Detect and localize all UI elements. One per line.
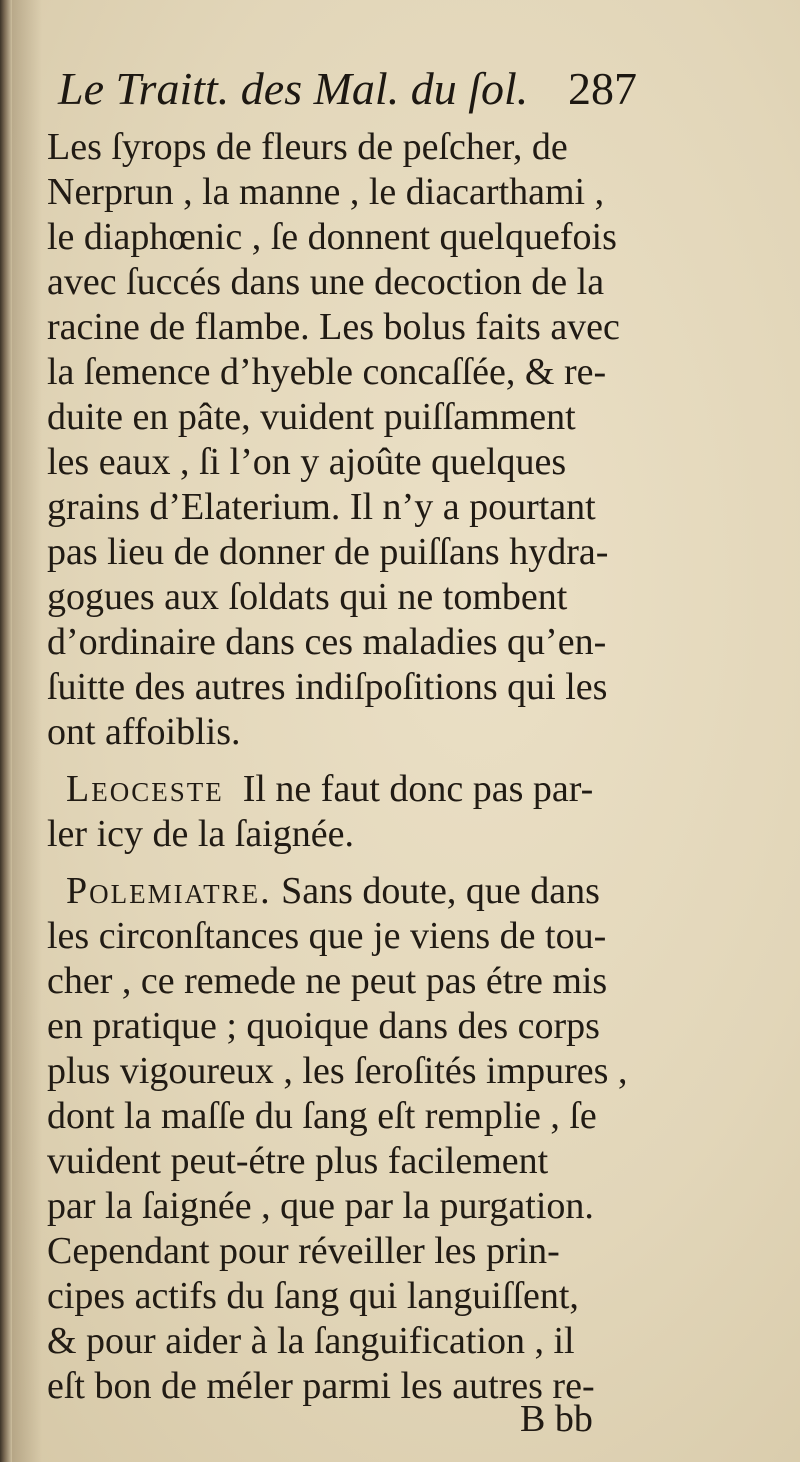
text-line: pas lieu de donner de puiſſans hydra- bbox=[47, 531, 609, 573]
book-gutter bbox=[0, 0, 12, 1462]
text-line: d’ordinaire dans ces maladies qu’en- bbox=[47, 621, 607, 663]
body-text bbox=[47, 125, 667, 1409]
text-line: gogues aux ſoldats qui ne tombent bbox=[47, 576, 568, 618]
text-line: dont la maſſe du ſang eſt remplie , ſe bbox=[47, 1095, 597, 1137]
page-number: 287 bbox=[568, 63, 637, 114]
running-title: Le Traitt. des Mal. du ſol. bbox=[58, 63, 529, 114]
text-line: Nerprun , la manne , le diacarthami , bbox=[47, 171, 605, 213]
text-line: cipes actifs du ſang qui languiſſent, bbox=[47, 1275, 579, 1317]
text-line: ont affoiblis. bbox=[47, 711, 241, 753]
speaker-paragraph-polemiatre bbox=[47, 869, 667, 914]
text-line: & pour aider à la ſanguification , il bbox=[47, 1320, 575, 1362]
text-line: grains d’Elaterium. Il n’y a pourtant bbox=[47, 486, 596, 528]
text-line: par la ſaignée , que par la purgation. bbox=[47, 1185, 594, 1227]
text-line: Sans doute, que dans bbox=[281, 870, 600, 912]
text-line: eſt bon de méler parmi les autres re- bbox=[47, 1365, 595, 1407]
text-line: plus vigoureux , les ſeroſités impures , bbox=[47, 1050, 628, 1092]
text-line: Les ſyrops de fleurs de peſcher, de bbox=[47, 126, 568, 168]
speaker-paragraph-leoceste bbox=[47, 767, 667, 812]
speaker-name: Leoceste bbox=[66, 768, 224, 810]
page-shadow bbox=[12, 0, 42, 1462]
text-line: Il ne faut donc pas par- bbox=[242, 768, 594, 810]
text-line: duite en pâte, vuident puiſſamment bbox=[47, 396, 576, 438]
text-line: avec ſuccés dans une decoction de la bbox=[47, 261, 605, 303]
text-line: cher , ce remede ne peut pas étre mis bbox=[47, 960, 608, 1002]
text-line: vuident peut-étre plus facilement bbox=[47, 1140, 549, 1182]
text-line: les circonſtances que je viens de tou- bbox=[47, 915, 607, 957]
text-line: ſuitte des autres indiſpoſitions qui les bbox=[47, 666, 608, 708]
text-line: le diaphœnic , ſe donnent quelquefois bbox=[47, 216, 617, 258]
text-line: la ſemence d’hyeble concaſſée, & re- bbox=[47, 351, 607, 393]
signature-mark: B bb bbox=[520, 1398, 593, 1440]
text-line: racine de flambe. Les bolus faits avec bbox=[47, 306, 620, 348]
text-line: les eaux , ſi l’on y ajoûte quelques bbox=[47, 441, 567, 483]
text-line: ler icy de la ſaignée. bbox=[47, 813, 355, 855]
speaker-name: Polemiatre. bbox=[66, 870, 272, 912]
text-line: en pratique ; quoique dans des corps bbox=[47, 1005, 600, 1047]
text-line: Cependant pour réveiller les prin- bbox=[47, 1230, 560, 1272]
running-header bbox=[58, 62, 658, 122]
